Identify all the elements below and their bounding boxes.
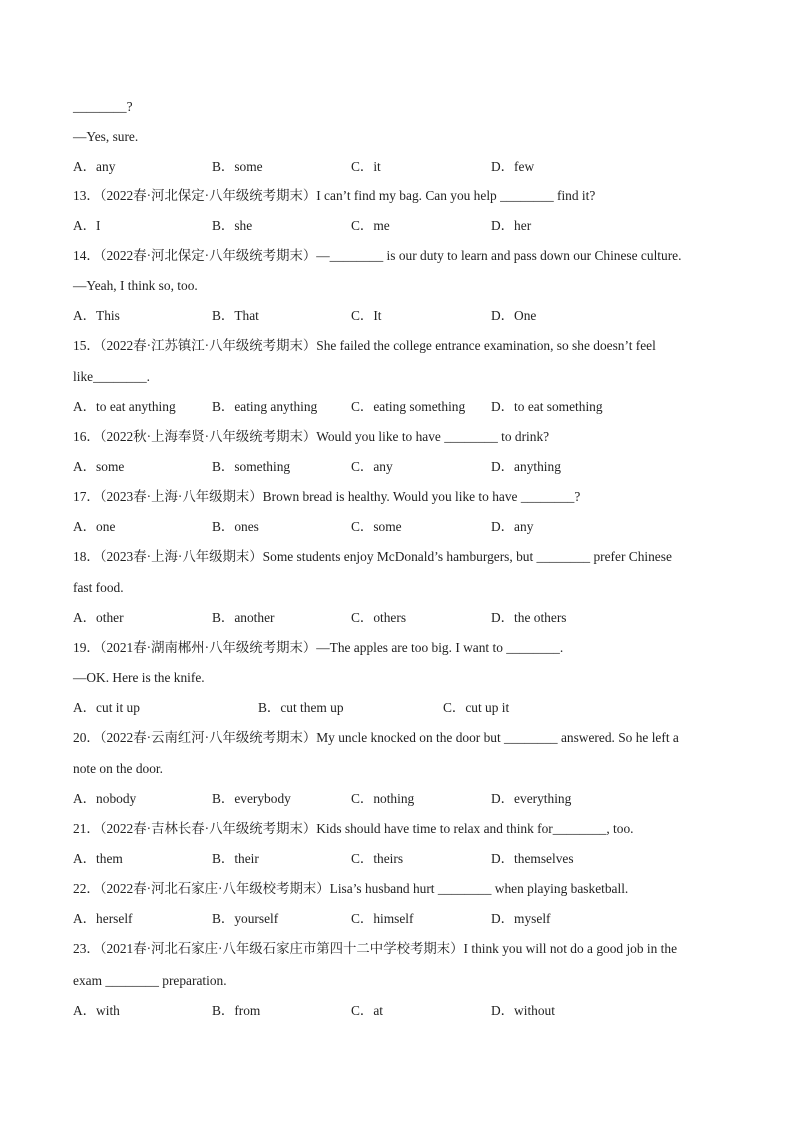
question-16-options — [73, 458, 753, 476]
question-17-options — [73, 518, 753, 536]
option-b: B．some — [212, 159, 263, 174]
option-a: A．any — [73, 159, 116, 174]
option-d: D．myself — [491, 911, 551, 926]
question-23-options — [73, 1002, 753, 1020]
option-d: D．any — [491, 519, 534, 534]
option-c: C．it — [351, 159, 381, 174]
option-a: A．other — [73, 610, 124, 625]
option-d: D．the others — [491, 610, 567, 625]
option-b: B．she — [212, 218, 253, 233]
option-b: B．cut them up — [258, 700, 344, 715]
question-12-options — [73, 158, 753, 176]
question-22-stem: 22．（2022春·河北石家庄·八年级校考期末）Lisa’s husband hurt ________ when playing basketball. — [73, 881, 629, 896]
question-21-stem: 21．（2022春·吉林长春·八年级统考期末）Kids should have time to relax and think for________, too. — [73, 821, 634, 836]
option-a: A．I — [73, 218, 101, 233]
question-20-stem-cont: note on the door. — [73, 761, 164, 776]
option-b: B．That — [212, 308, 259, 323]
option-b: B．something — [212, 459, 291, 474]
option-d: D．few — [491, 159, 535, 174]
option-b: B．yourself — [212, 911, 279, 926]
option-c: C．It — [351, 308, 382, 323]
question-19-options — [73, 699, 753, 717]
option-d: D．themselves — [491, 851, 574, 866]
question-16-stem: 16．（2022秋·上海奉贤·八年级统考期末）Would you like to have ________ to drink? — [73, 429, 550, 444]
question-12-reply: —Yes, sure. — [73, 129, 139, 144]
option-c: C．any — [351, 459, 393, 474]
question-19-stem: 19．（2021春·湖南郴州·八年级统考期末）—The apples are too big. I want to ________. — [73, 640, 564, 655]
option-c: C．nothing — [351, 791, 415, 806]
option-a: A．herself — [73, 911, 133, 926]
question-23-stem: 23．（2021春·河北石家庄·八年级石家庄市第四十二中学校考期末）I think you will not do a good job in the — [73, 941, 678, 956]
question-23-stem-cont: exam ________ preparation. — [73, 973, 227, 988]
option-d: D．to eat something — [491, 399, 603, 414]
option-c: C．himself — [351, 911, 414, 926]
question-13-stem: 13．（2022春·河北保定·八年级统考期末）I can’t find my bag. Can you help ________ find it? — [73, 188, 596, 203]
option-d: D．her — [491, 218, 532, 233]
question-17-stem: 17．（2023春·上海·八年级期末）Brown bread is healthy. Would you like to have ________? — [73, 489, 581, 504]
question-15-stem: 15．（2022春·江苏镇江·八年级统考期末）She failed the college entrance examination, so she doesn’t feel — [73, 338, 656, 353]
question-19-stem-cont: —OK. Here is the knife. — [73, 670, 205, 685]
option-a: A．them — [73, 851, 123, 866]
option-a: A．one — [73, 519, 116, 534]
question-20-options — [73, 790, 753, 808]
option-c: C．theirs — [351, 851, 404, 866]
option-a: A．nobody — [73, 791, 137, 806]
option-a: A．cut it up — [73, 700, 140, 715]
option-b: B．everybody — [212, 791, 291, 806]
option-d: D．without — [491, 1003, 555, 1018]
option-c: C．me — [351, 218, 390, 233]
question-14-options — [73, 307, 753, 325]
option-d: D．everything — [491, 791, 572, 806]
question-14-stem-cont: —Yeah, I think so, too. — [73, 278, 198, 293]
question-12-blank: ________? — [73, 99, 133, 114]
question-15-stem-cont: like________. — [73, 369, 150, 384]
question-13-options — [73, 217, 753, 235]
question-15-options — [73, 398, 753, 416]
option-b: B．another — [212, 610, 275, 625]
option-a: A．some — [73, 459, 125, 474]
option-c: C．eating something — [351, 399, 466, 414]
option-a: A．This — [73, 308, 120, 323]
option-b: B．ones — [212, 519, 259, 534]
option-c: C．at — [351, 1003, 383, 1018]
option-c: C．some — [351, 519, 402, 534]
option-a: A．with — [73, 1003, 120, 1018]
option-c: C．cut up it — [443, 700, 510, 715]
question-20-stem: 20．（2022春·云南红河·八年级统考期末）My uncle knocked on the door but ________ answered. So he left a — [73, 730, 679, 745]
question-18-stem: 18．（2023春·上海·八年级期末）Some students enjoy McDonald’s hamburgers, but ________ prefer Chinese — [73, 549, 672, 564]
option-a: A．to eat anything — [73, 399, 176, 414]
option-b: B．from — [212, 1003, 261, 1018]
option-c: C．others — [351, 610, 407, 625]
option-b: B．their — [212, 851, 259, 866]
option-d: D．anything — [491, 459, 561, 474]
option-d: D．One — [491, 308, 537, 323]
question-14-stem: 14．（2022春·河北保定·八年级统考期末）—________ is our duty to learn and pass down our Chinese culture. — [73, 248, 682, 263]
question-22-options — [73, 910, 753, 928]
question-21-options — [73, 850, 753, 868]
question-18-options — [73, 609, 753, 627]
option-b: B．eating anything — [212, 399, 318, 414]
question-18-stem-cont: fast food. — [73, 580, 124, 595]
